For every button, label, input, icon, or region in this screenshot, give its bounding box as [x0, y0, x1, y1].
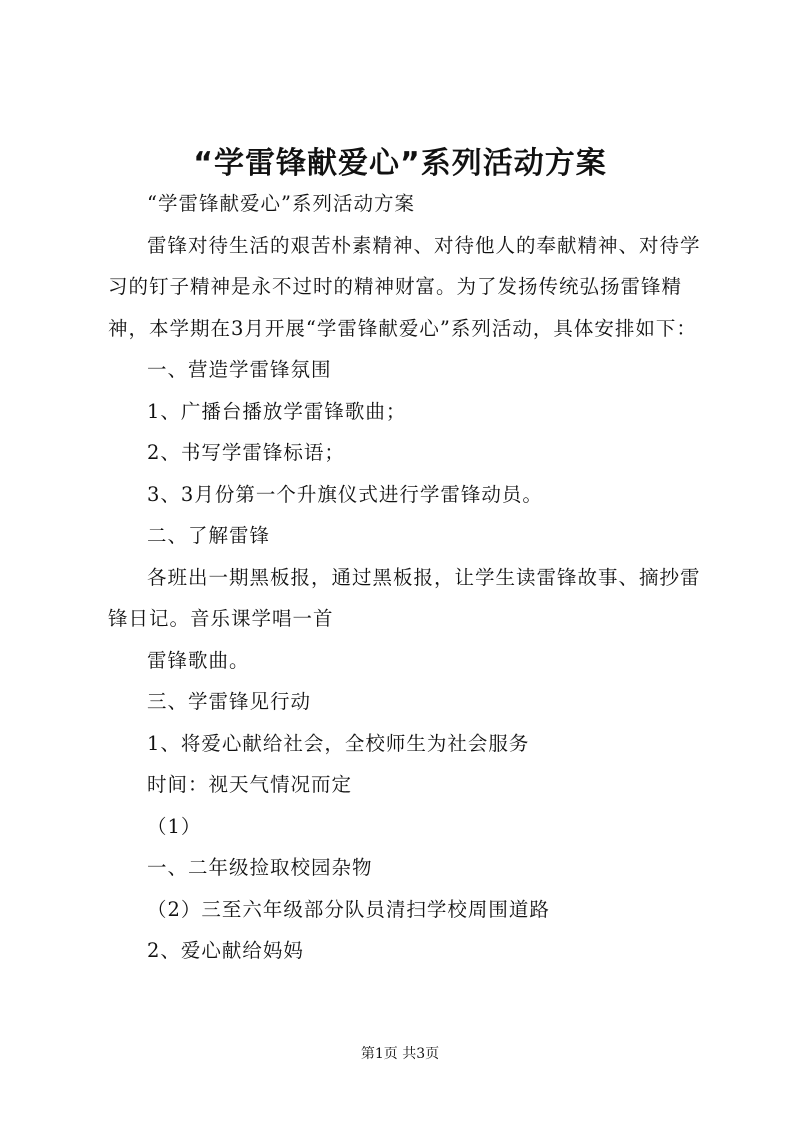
paragraph: 2、爱心献给妈妈 — [147, 939, 304, 962]
paragraph: 二、了解雷锋 — [147, 524, 271, 547]
document-title: “学雷锋献爱心”系列活动方案 — [193, 146, 607, 181]
paragraph: 一、营造学雷锋氛围 — [147, 358, 332, 381]
paragraph: 3、3月份第一个升旗仪式进行学雷锋动员。 — [147, 482, 543, 506]
paragraph: （1） — [147, 814, 202, 838]
paragraph: 三、学雷锋见行动 — [147, 690, 312, 713]
paragraph: 1、广播台播放学雷锋歌曲； — [147, 399, 407, 423]
paragraph: 各班出一期黑板报，通过黑板报，让学生读雷锋故事、摘抄雷锋日记。音乐课学唱一首 — [108, 565, 701, 630]
page-footer: 第1页 共3页 — [360, 1046, 440, 1062]
paragraph: 雷锋歌曲。 — [147, 648, 250, 672]
paragraph: 雷锋对待生活的艰苦朴素精神、对待他人的奉献精神、对待学习的钉子精神是永不过时的精神财富。为了发扬传统弘扬雷锋精神，本学期在3月开展“学雷锋献爱心”系列活动，具体安排如下： — [108, 233, 701, 340]
paragraph: “学雷锋献爱心”系列活动方案 — [147, 192, 415, 215]
paragraph: 一、二年级捡取校园杂物 — [147, 856, 373, 879]
paragraph: 时间：视天气情况而定 — [147, 773, 353, 796]
paragraph: 2、书写学雷锋标语； — [147, 441, 345, 464]
paragraph: 1、将爱心献给社会，全校师生为社会服务 — [147, 731, 530, 755]
document-body — [108, 183, 708, 972]
paragraph: （2）三至六年级部分队员清扫学校周围道路 — [147, 897, 550, 921]
